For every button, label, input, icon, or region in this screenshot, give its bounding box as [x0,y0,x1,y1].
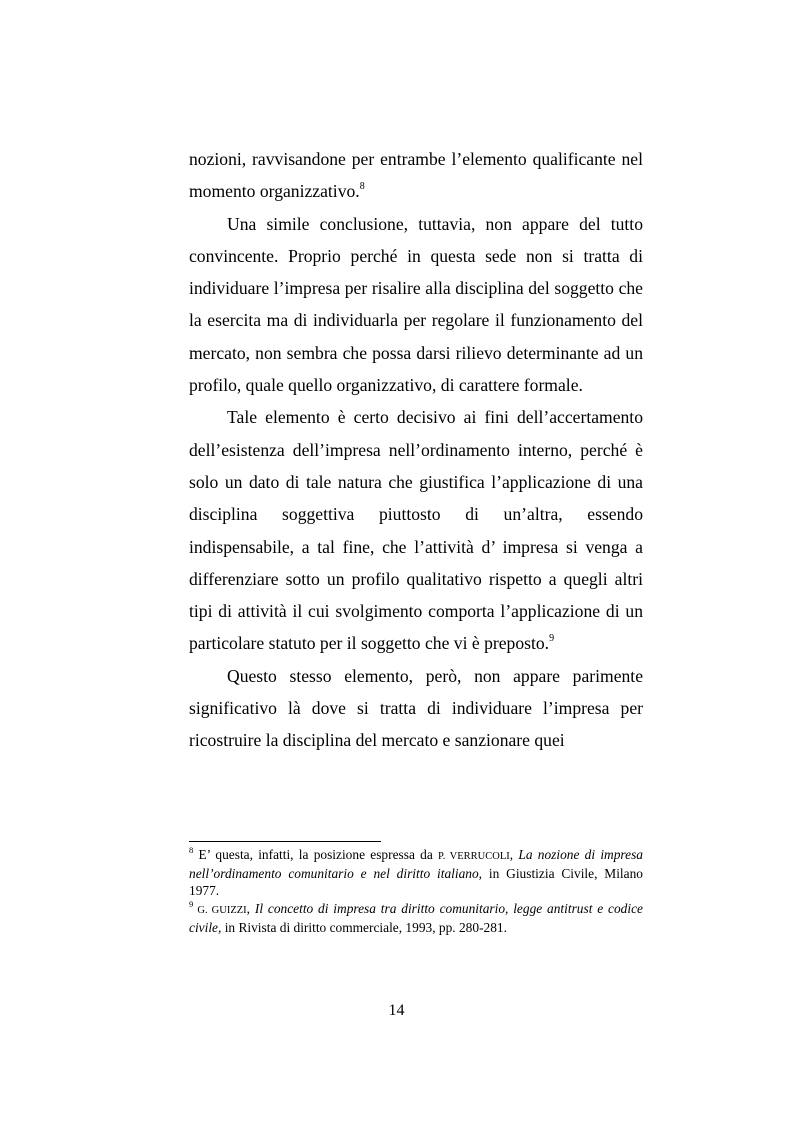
paragraph-4-text: Questo stesso elemento, però, non appare parimente significativo là dove si tratta di individuare l’impresa per ricostruire la disciplina del mercato e sanzionare quei [189,665,643,751]
paragraph-2-text: Una simile conclusione, tuttavia, non appare del tutto convincente. Proprio perché in questa sede non si tratta di individuare l’impresa per risalire alla disciplina del soggetto che la esercita ma di individuarla per regolare il funzionamento del mercato, non sembra che possa darsi rilievo determinante ad un profilo, quale quello organizzativo, di carattere formale. [189,213,643,396]
footnote-8-sep: , [509,847,519,862]
footnote-separator [189,841,381,842]
footnote-ref-8[interactable]: 8 [359,181,365,193]
paragraph-4 [189,660,643,757]
paragraph-2 [189,208,643,402]
footnote-9-sep: , [246,900,255,916]
body-text [189,143,643,757]
footnote-9 [189,900,643,936]
footnote-9-number: 9 [189,898,194,909]
paragraph-3 [189,401,643,659]
footnote-8 [189,846,643,900]
paragraph-1-text: nozioni, ravvisandone per entrambe l’elemento qualificante nel momento organizzativo. [189,149,643,202]
footnote-ref-9[interactable]: 9 [549,633,555,645]
page-number: 14 [388,1002,405,1019]
footnote-8-lead: E’ questa, infatti, la posizione espressa da [193,847,439,862]
footnote-8-number: 8 [189,845,194,855]
footnote-9-title: Il concetto di impresa tra diritto comunitario, legge antitrust e codice civile, [189,900,643,935]
footnotes [189,846,643,936]
footnote-9-author: G. GUIZZI [193,904,247,916]
paragraph-1 [189,143,643,208]
paragraph-3-text: Tale elemento è certo decisivo ai fini dell’accertamento dell’esistenza dell’impresa nell’ordinamento interno, perché è solo un dato di tale natura che giustifica l’applicazione di una disciplina soggettiva piuttosto di un’altra, essendo indispensabile, a tal fine, che l’attività d’ impresa si venga a differenziare sotto un profilo qualitativo rispetto a quegli altri tipi di attività il cui svolgimento comporta l’applicazione di un particolare statuto per il soggetto che vi è preposto. [189,407,643,654]
footnote-9-tail: in Rivista di diritto commerciale, 1993, pp. 280-281. [221,919,507,935]
footnote-8-tail: in Giustizia Civile, Milano 1977. [189,866,643,899]
footnote-8-author: P. VERRUCOLI [438,851,510,862]
footnote-8-title: La nozione di impresa nell’ordinamento comunitario e nel diritto italiano, [189,847,643,882]
